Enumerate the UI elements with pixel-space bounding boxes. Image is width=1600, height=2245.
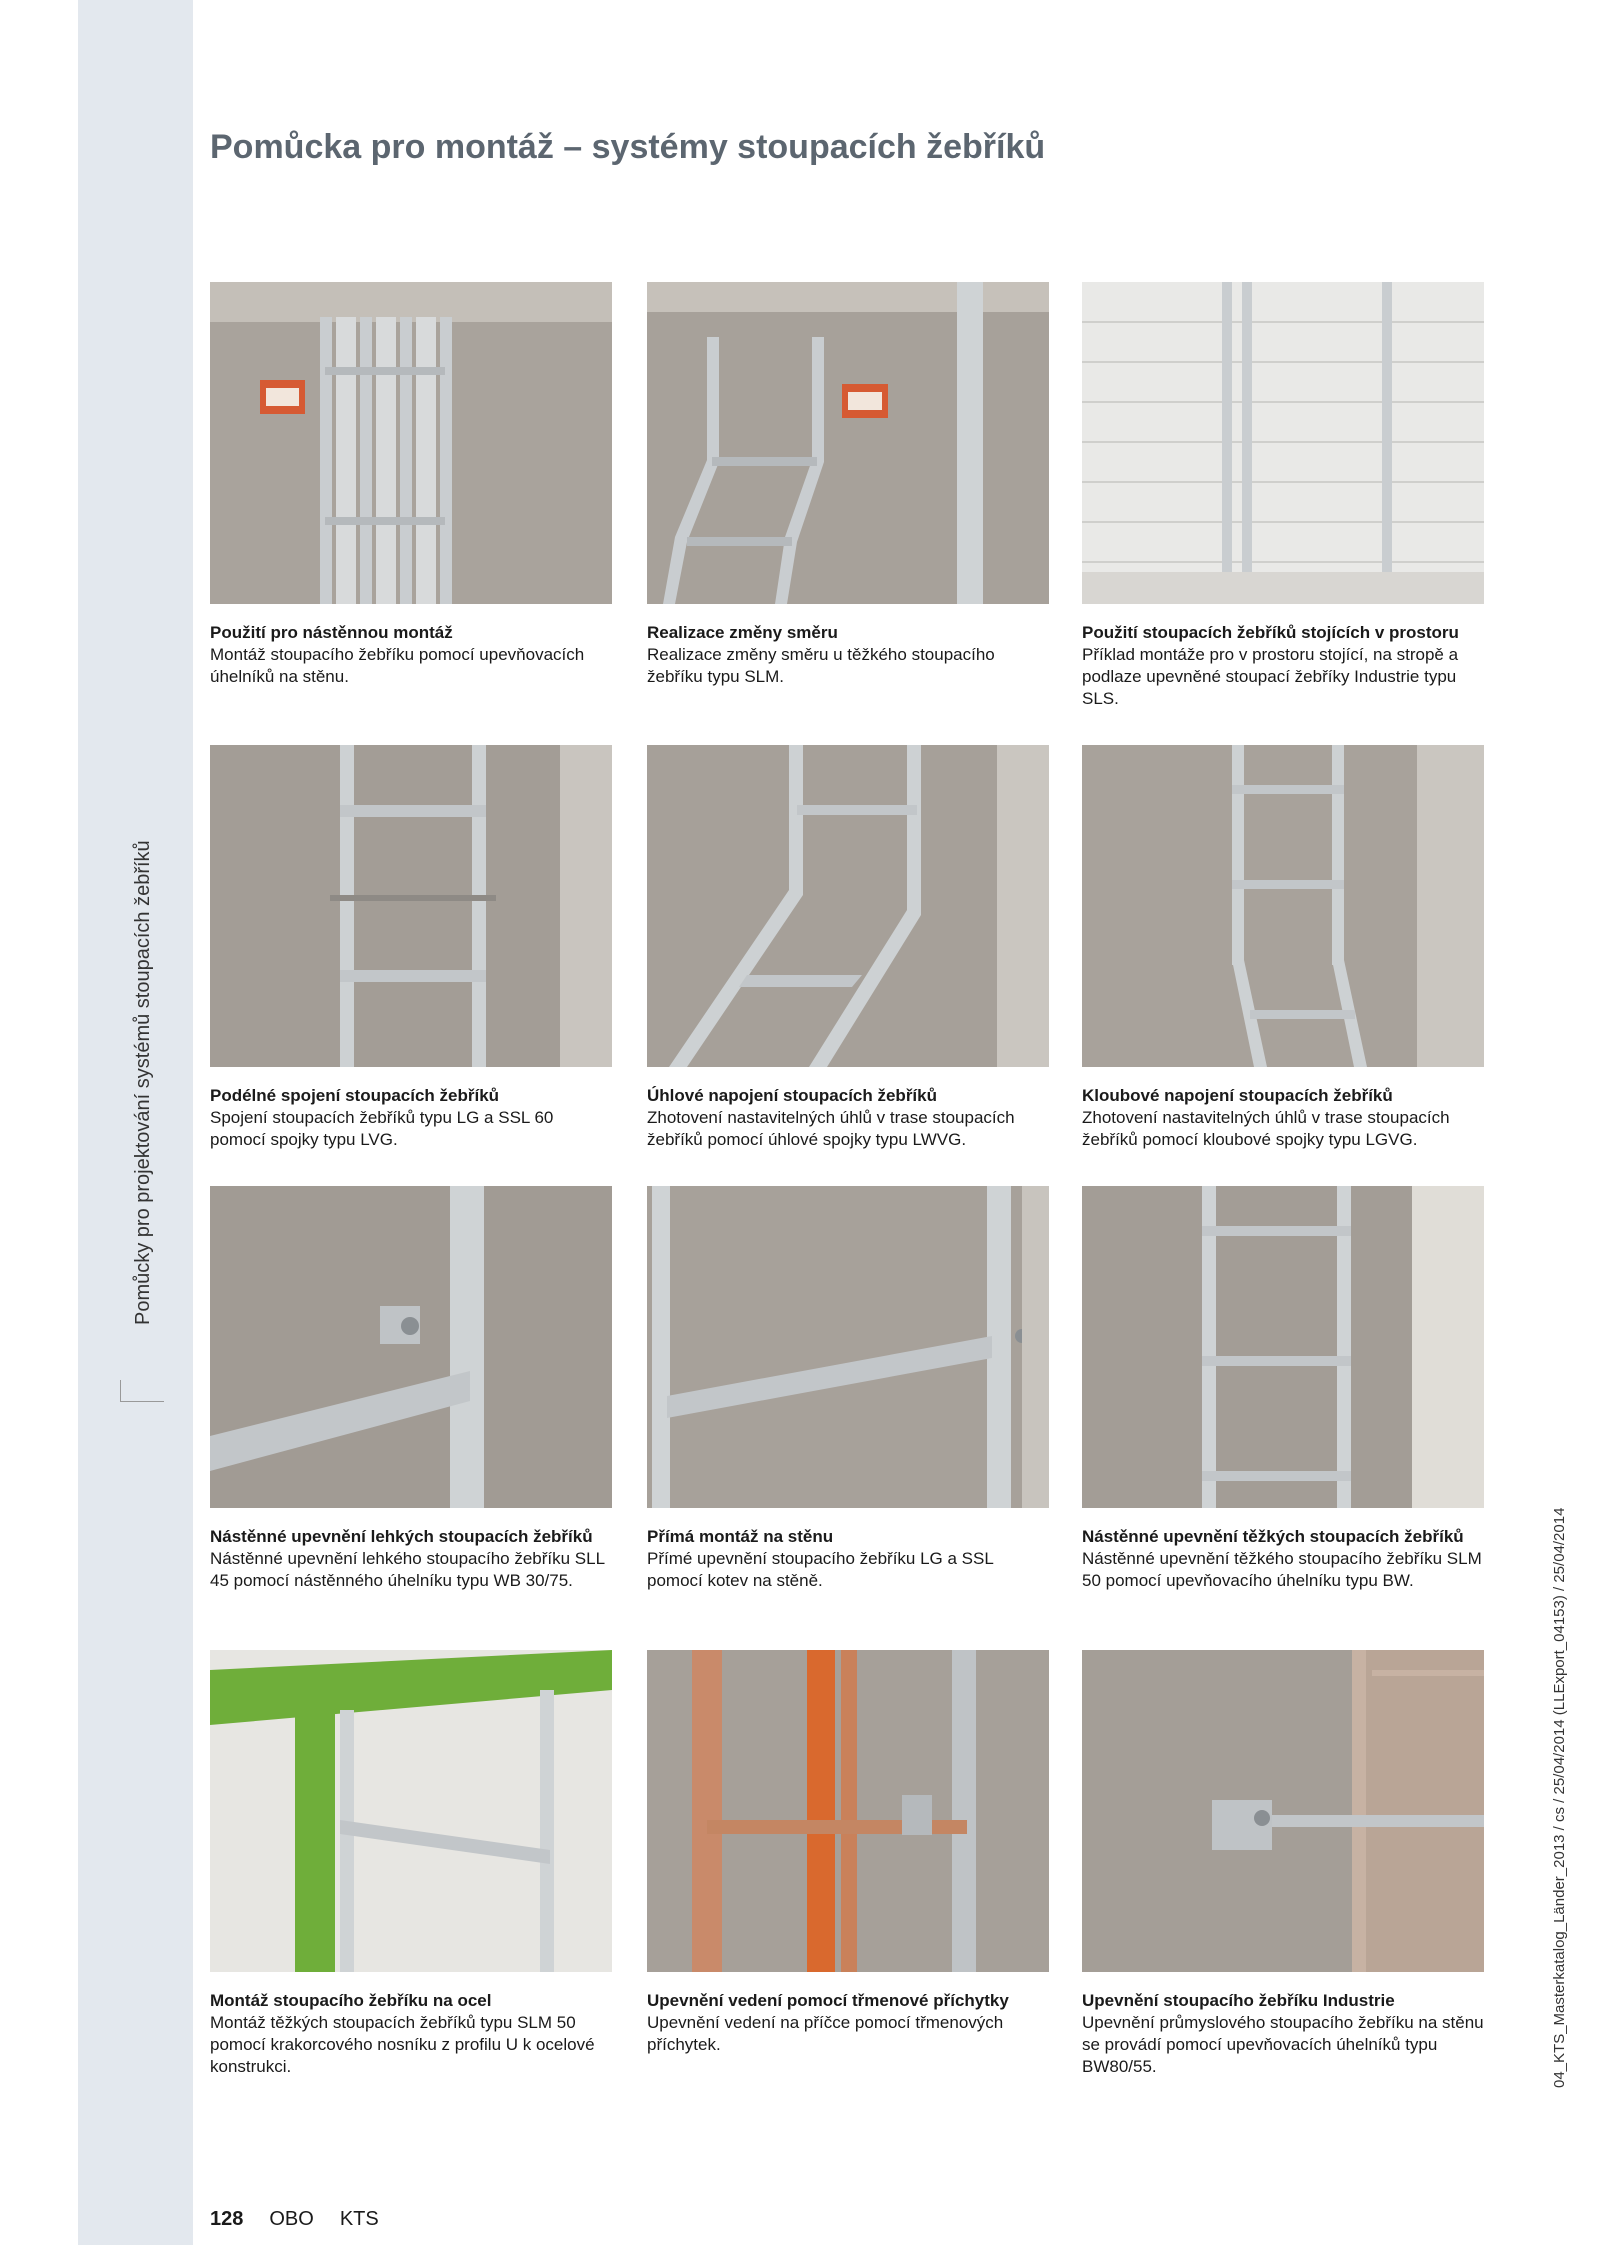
- item-text: Příklad montáže pro v prostoru stojící, na stropě a podlaze upevněné stoupací žebříky Industrie typu SLS.: [1082, 645, 1459, 708]
- item-title: Upevnění stoupacího žebříku Industrie: [1082, 1991, 1395, 2010]
- item-card: [1082, 745, 1484, 1151]
- page-number: 128: [210, 2208, 244, 2230]
- item-card: [647, 1186, 1049, 1592]
- catalog-reference: 04_KTS_Masterkatalog_Länder_2013 / cs / 25/04/2014 (LLExport_04153) / 25/04/2014: [1551, 1507, 1568, 2088]
- industrie-fixing-photo: [1082, 1650, 1484, 1972]
- item-text: Upevnění vedení na příčce pomocí třmenových příchytek.: [647, 2013, 1004, 2054]
- item-title: Realizace změny směru: [647, 623, 838, 642]
- direct-wall-mount-photo: [647, 1186, 1049, 1508]
- hinged-joint-photo: [1082, 745, 1484, 1067]
- item-title: Nástěnné upevnění těžkých stoupacích žebříků: [1082, 1527, 1464, 1546]
- footer-brand: OBO: [269, 2208, 314, 2230]
- item-title: Úhlové napojení stoupacích žebříků: [647, 1086, 937, 1105]
- page-footer: [210, 2208, 379, 2231]
- footer-section: KTS: [339, 2208, 379, 2230]
- item-text: Přímé upevnění stoupacího žebříku LG a SSL pomocí kotev na stěně.: [647, 1549, 994, 1590]
- item-card: [1082, 1650, 1484, 2078]
- item-text: Zhotovení nastavitelných úhlů v trase stoupacích žebříků pomocí kloubové spojky typu LGVG.: [1082, 1108, 1450, 1149]
- item-title: Upevnění vedení pomocí třmenové příchytky: [647, 1991, 1009, 2010]
- item-card: [647, 282, 1049, 688]
- item-text: Nástěnné upevnění lehkého stoupacího žebříku SLL 45 pomocí nástěnného úhelníku typu WB 30/75.: [210, 1549, 605, 1590]
- item-card: [210, 1186, 612, 1592]
- page-title: Pomůcka pro montáž – systémy stoupacích žebříků: [210, 128, 1046, 166]
- item-title: Použití stoupacích žebříků stojících v prostoru: [1082, 623, 1459, 642]
- item-text: Zhotovení nastavitelných úhlů v trase stoupacích žebříků pomocí úhlové spojky typu LWVG.: [647, 1108, 1015, 1149]
- item-card: [647, 1650, 1049, 2056]
- light-wall-fixing-photo: [210, 1186, 612, 1508]
- item-card: [647, 745, 1049, 1151]
- steel-mount-photo: [210, 1650, 612, 1972]
- item-text: Spojení stoupacích žebříků typu LG a SSL 60 pomocí spojky typu LVG.: [210, 1108, 554, 1149]
- item-card: [1082, 1186, 1484, 1592]
- item-title: Nástěnné upevnění lehkých stoupacích žebříků: [210, 1527, 593, 1546]
- direction-change-photo: [647, 282, 1049, 604]
- item-text: Montáž stoupacího žebříku pomocí upevňovacích úhelníků na stěnu.: [210, 645, 585, 686]
- item-title: Použití pro nástěnnou montáž: [210, 623, 453, 642]
- clamp-fixing-photo: [647, 1650, 1049, 1972]
- side-section-label: Pomůcky pro projektování systémů stoupacích žebříků: [132, 840, 154, 1325]
- longitudinal-joint-photo: [210, 745, 612, 1067]
- item-text: Upevnění průmyslového stoupacího žebříku na stěnu se provádí pomocí upevňovacích úhelníků typu BW80/55.: [1082, 2013, 1484, 2076]
- item-text: Realizace změny směru u těžkého stoupacího žebříku typu SLM.: [647, 645, 995, 686]
- item-title: Montáž stoupacího žebříku na ocel: [210, 1991, 492, 2010]
- item-title: Přímá montáž na stěnu: [647, 1527, 834, 1546]
- item-title: Podélné spojení stoupacích žebříků: [210, 1086, 500, 1105]
- freestanding-ladders-photo: [1082, 282, 1484, 604]
- angle-joint-photo: [647, 745, 1049, 1067]
- wall-mounted-ladders-photo: [210, 282, 612, 604]
- item-card: [210, 745, 612, 1151]
- item-text: Nástěnné upevnění těžkého stoupacího žebříku SLM 50 pomocí upevňovacího úhelníku typu BW.: [1082, 1549, 1482, 1590]
- item-card: [210, 1650, 612, 2078]
- heavy-wall-fixing-photo: [1082, 1186, 1484, 1508]
- item-text: Montáž těžkých stoupacích žebříků typu SLM 50 pomocí krakorcového nosníku z profilu U k ocelové konstrukci.: [210, 2013, 595, 2076]
- item-card: [1082, 282, 1484, 710]
- side-marker: [120, 1380, 164, 1402]
- item-card: [210, 282, 612, 688]
- item-title: Kloubové napojení stoupacích žebříků: [1082, 1086, 1393, 1105]
